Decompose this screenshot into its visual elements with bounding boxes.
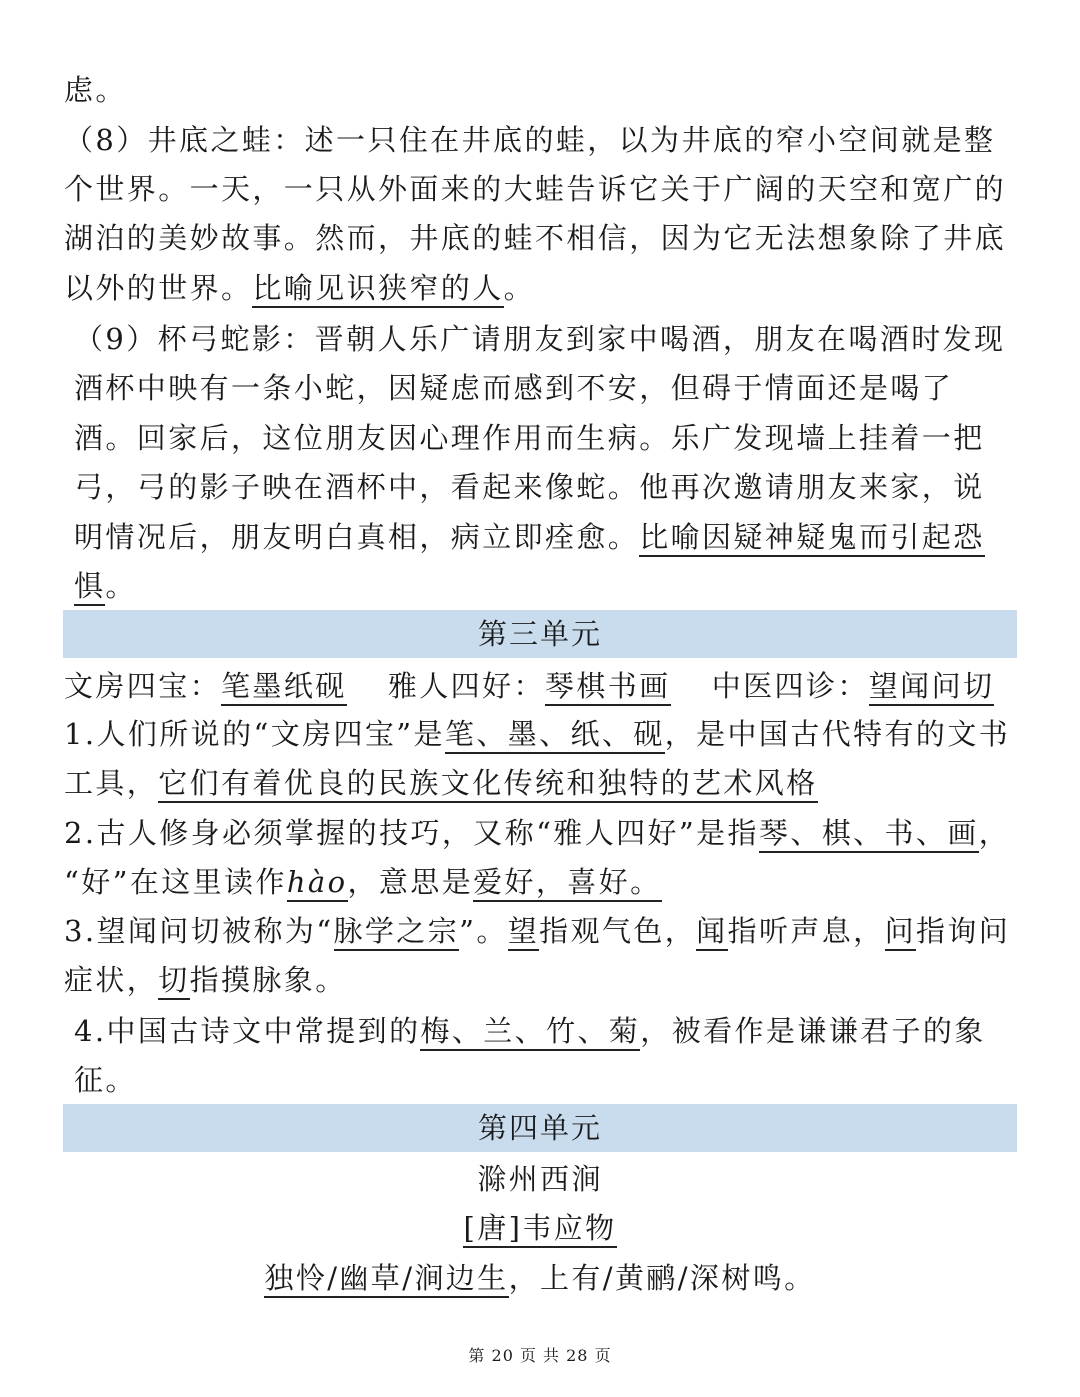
underlined-answer: 比喻因疑神疑鬼而引起恐 [639,520,984,557]
text-span: 指摸脉象。 [189,963,347,997]
section-title: 第三单元 [477,617,602,651]
dynasty-answer: [唐] [463,1211,522,1248]
idiom-8-line [64,120,1020,160]
underlined-answer: 闻 [696,914,727,951]
text-line [64,70,1020,110]
text-span: 症状， [64,963,159,997]
text-span: 酒杯中映有一条小蛇，因疑虑而感到不安，但碍于情面还是喝了 [74,371,954,405]
idiom-9-line [74,319,1030,359]
text-span: 2.古人修身必须掌握的技巧，又称“雅人四好”是指 [64,816,759,850]
unit-3-heading [63,610,1017,658]
underlined-answer: 琴棋书画 [545,669,671,706]
text-span: “好”在这里读作 [64,865,287,899]
underlined-answer: 它们有着优良的民族文化传统和独特的艺术风格 [158,766,817,803]
text-span: 虑。 [64,73,127,107]
text-span: ，上有/黄鹂/深树鸣。 [508,1261,816,1295]
underlined-answer: 比喻见识狭窄的人 [252,271,503,308]
underlined-answer: 切 [158,963,189,1000]
pinyin-answer: hào [287,865,348,902]
summary-label: 文房四宝： [64,669,222,703]
underlined-answer: 惧 [74,569,105,606]
unit-3-item-2 [64,862,1020,902]
unit-4-heading [63,1104,1017,1152]
idiom-9-line [74,517,1030,557]
text-span: 。 [503,271,536,305]
text-span: 工具， [64,766,159,800]
text-span: ，被看作是谦谦君子的象 [640,1014,986,1048]
text-span: 征。 [74,1063,137,1097]
text-span: ， [978,816,1011,850]
unit-3-summary [64,666,1020,706]
underlined-answer: 望 [508,914,539,951]
text-span: 4.中国古诗文中常提到的 [74,1014,421,1048]
underlined-answer: 问 [885,914,916,951]
page-number: 第 20 页 共 28 页 [468,1346,612,1365]
idiom-8-line [64,268,1020,308]
unit-3-item-3 [64,911,1020,951]
poem-author [0,1208,1080,1248]
text-span: 湖泊的美妙故事。然而，井底的蛙不相信，因为它无法想象除了井底 [64,221,1007,255]
unit-3-item-2 [64,813,1020,853]
idiom-8-line [64,218,1020,258]
idiom-9-line [74,566,1030,606]
section-title: 第四单元 [477,1111,602,1145]
underlined-answer: 琴、棋、书、画 [759,816,979,853]
idiom-8-line [64,169,1020,209]
text-span: 弓，弓的影子映在酒杯中，看起来像蛇。他再次邀请朋友来家，说 [74,470,985,504]
author-answer: 韦应物 [522,1211,616,1248]
poem-verse [0,1258,1080,1298]
text-span: 。 [105,569,137,603]
text-span: 1.人们所说的“文房四宝”是 [64,717,445,751]
text-span: 指观气色， [539,914,697,948]
text-span: （8）井底之蛙：述一只住在井底的蛙，以为井底的窄小空间就是整 [64,123,996,157]
summary-label: 雅人四好： [387,669,545,703]
text-span: 指听声息， [727,914,885,948]
poem-title [0,1159,1080,1199]
text-span: ”。 [459,914,508,948]
underlined-answer: 独怜/幽草/涧边生 [264,1261,508,1298]
underlined-answer: 笔墨纸砚 [221,669,347,706]
page-footer [0,1343,1080,1366]
text-span: 滁州西涧 [477,1162,603,1196]
underlined-answer: 笔、墨、纸、砚 [445,717,665,754]
idiom-9-line [74,467,1030,507]
unit-3-item-1 [64,714,1020,754]
idiom-9-line [74,418,1030,458]
text-span: 个世界。一天，一只从外面来的大蛙告诉它关于广阔的天空和宽广的 [64,172,1007,206]
unit-3-item-4 [74,1060,1030,1100]
text-span: 以外的世界。 [64,271,253,305]
underlined-answer: 望闻问切 [869,669,995,706]
idiom-9-line [74,368,1030,408]
underlined-answer: 爱好，喜好。 [473,865,661,902]
underlined-answer: 梅、兰、竹、菊 [420,1014,640,1051]
summary-label: 中医四诊： [711,669,869,703]
text-span: 明情况后，朋友明白真相，病立即痊愈。 [74,520,640,554]
text-span: 3.望闻问切被称为“ [64,914,334,948]
unit-3-item-4 [74,1011,1030,1051]
unit-3-item-3 [64,960,1020,1000]
text-span: 指询问 [916,914,1011,948]
underlined-answer: 脉学之宗 [334,914,460,951]
text-span: ，是中国古代特有的文书 [664,717,1011,751]
text-span: ，意思是 [347,865,474,899]
text-span: 酒。回家后，这位朋友因心理作用而生病。乐广发现墙上挂着一把 [74,421,985,455]
unit-3-item-1 [64,763,1020,803]
text-span: （9）杯弓蛇影：晋朝人乐广请朋友到家中喝酒，朋友在喝酒时发现 [74,322,1006,356]
